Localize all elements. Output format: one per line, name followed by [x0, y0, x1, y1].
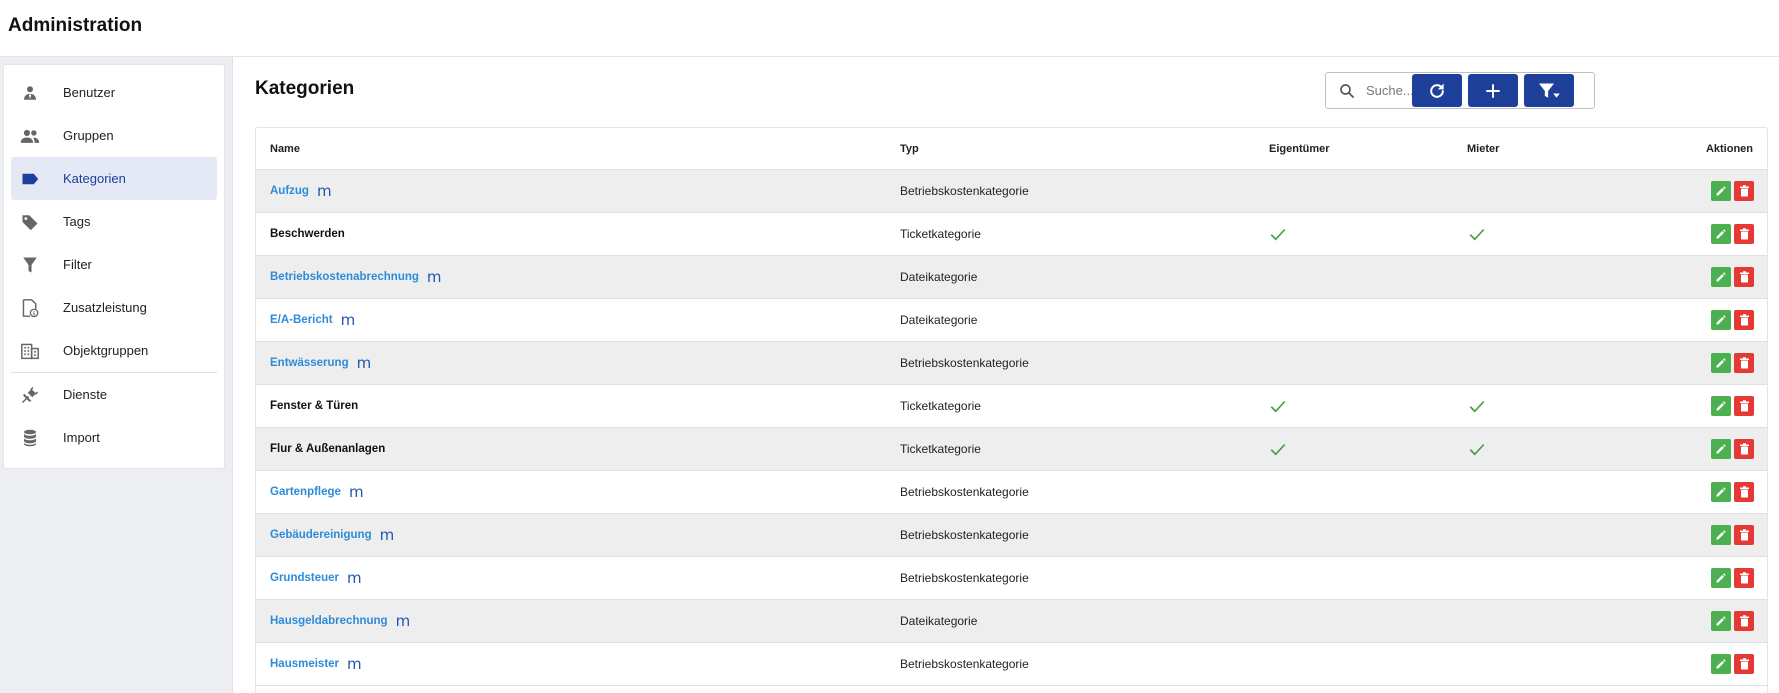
- delete-button[interactable]: [1734, 224, 1754, 244]
- cell-eigentuemer: [1269, 213, 1287, 255]
- edit-button[interactable]: [1711, 439, 1731, 459]
- category-type: Ticketkategorie: [900, 399, 981, 413]
- delete-button[interactable]: [1734, 568, 1754, 588]
- cell-mieter: [1468, 213, 1486, 255]
- sidebar-item-import[interactable]: [11, 416, 217, 459]
- edit-button[interactable]: [1711, 310, 1731, 330]
- check-icon: [1468, 225, 1486, 243]
- cell-typ: [900, 600, 977, 642]
- cell-eigentuemer: [1269, 428, 1287, 470]
- cell-name: [270, 557, 362, 599]
- cell-actions: [1711, 643, 1754, 685]
- trash-icon: [1739, 357, 1750, 369]
- pencil-icon: [1715, 185, 1727, 197]
- filter-icon: [20, 255, 40, 275]
- edit-button[interactable]: [1711, 654, 1731, 674]
- cell-typ: [900, 428, 981, 470]
- cell-typ: [900, 299, 977, 341]
- edit-button[interactable]: [1711, 482, 1731, 502]
- table-row: [256, 170, 1767, 213]
- cell-name: [270, 213, 345, 255]
- pencil-icon: [1715, 443, 1727, 455]
- sidebar-item-label: Zusatzleistung: [63, 300, 147, 315]
- cell-typ: [900, 557, 1029, 599]
- category-name: Flur & Außenanlagen: [270, 443, 386, 455]
- category-name: Beschwerden: [270, 228, 345, 240]
- category-link[interactable]: Hausgeldabrechnung: [270, 615, 388, 627]
- cell-name: [270, 514, 394, 556]
- category-name: Fenster & Türen: [270, 400, 359, 412]
- m-logo-icon: m: [426, 267, 442, 286]
- column-header-mieter[interactable]: Mieter: [1467, 143, 1500, 155]
- trash-icon: [1739, 185, 1750, 197]
- filter-dropdown-icon: [1537, 81, 1561, 101]
- sidebar: [3, 64, 225, 469]
- cell-actions: [1711, 600, 1754, 642]
- category-link[interactable]: Grundsteuer: [270, 572, 340, 584]
- m-logo-icon: m: [356, 353, 372, 372]
- delete-button[interactable]: [1734, 611, 1754, 631]
- cell-typ: [900, 342, 1029, 384]
- edit-button[interactable]: [1711, 568, 1731, 588]
- delete-button[interactable]: [1734, 267, 1754, 287]
- table-row: [256, 342, 1767, 385]
- cell-typ: [900, 213, 981, 255]
- cell-actions: [1711, 385, 1754, 427]
- cell-name: [270, 385, 358, 427]
- trash-icon: [1739, 572, 1750, 584]
- delete-button[interactable]: [1734, 353, 1754, 373]
- trash-icon: [1739, 486, 1750, 498]
- cell-actions: [1711, 514, 1754, 556]
- m-logo-icon: m: [347, 568, 362, 587]
- sidebar-item-dienste[interactable]: [11, 373, 217, 416]
- m-logo-icon: m: [348, 482, 364, 501]
- cell-name: [270, 643, 362, 685]
- edit-button[interactable]: [1711, 396, 1731, 416]
- edit-button[interactable]: [1711, 181, 1731, 201]
- filter-dropdown-button[interactable]: [1524, 74, 1574, 107]
- delete-button[interactable]: [1734, 654, 1754, 674]
- check-icon: [1269, 397, 1287, 415]
- label-icon: [20, 169, 40, 189]
- check-icon: [1468, 440, 1486, 458]
- category-link[interactable]: Hausmeister: [270, 658, 340, 670]
- sidebar-item-label: Objektgruppen: [63, 343, 149, 358]
- categories-table: [255, 127, 1768, 693]
- table-row: [256, 600, 1767, 643]
- table-row: [256, 471, 1767, 514]
- cell-actions: [1711, 428, 1754, 470]
- m-logo-icon: m: [395, 611, 411, 630]
- cell-actions: [1711, 256, 1754, 298]
- category-type: Betriebskostenkategorie: [900, 485, 1029, 499]
- m-logo-icon: m: [347, 654, 362, 673]
- user-tie-icon: [20, 83, 40, 103]
- plus-icon: [1484, 82, 1502, 100]
- delete-button[interactable]: [1734, 439, 1754, 459]
- trash-icon: [1739, 615, 1750, 627]
- cell-actions: [1711, 170, 1754, 212]
- category-link[interactable]: Gartenpflege: [270, 486, 341, 498]
- delete-button[interactable]: [1734, 396, 1754, 416]
- sidebar-item-gruppen[interactable]: [11, 114, 217, 157]
- sidebar-item-label: Kategorien: [63, 171, 126, 186]
- table-header: [256, 128, 1767, 170]
- cell-actions: [1711, 471, 1754, 513]
- delete-button[interactable]: [1734, 310, 1754, 330]
- column-header-name[interactable]: Name: [270, 143, 300, 155]
- category-link[interactable]: Aufzug: [270, 185, 309, 197]
- pencil-icon: [1715, 271, 1727, 283]
- sidebar-item-benutzer[interactable]: [11, 71, 217, 114]
- trash-icon: [1739, 228, 1750, 240]
- cell-actions: [1711, 342, 1754, 384]
- cell-typ: [900, 170, 1029, 212]
- cell-name: [270, 256, 442, 298]
- edit-button[interactable]: [1711, 224, 1731, 244]
- category-type: Betriebskostenkategorie: [900, 184, 1029, 198]
- add-button[interactable]: [1468, 74, 1518, 107]
- category-link[interactable]: Betriebskostenabrechnung: [270, 271, 419, 283]
- delete-button[interactable]: [1734, 181, 1754, 201]
- pencil-icon: [1715, 529, 1727, 541]
- table-row: [256, 643, 1767, 686]
- trash-icon: [1739, 658, 1750, 670]
- cell-name: [270, 471, 364, 513]
- sidebar-item-tags[interactable]: [11, 200, 217, 243]
- sidebar-item-label: Import: [63, 430, 100, 445]
- category-type: Ticketkategorie: [900, 442, 981, 456]
- users-icon: [20, 126, 40, 146]
- sidebar-item-label: Filter: [63, 257, 92, 272]
- category-type: Betriebskostenkategorie: [900, 356, 1029, 370]
- delete-button[interactable]: [1734, 482, 1754, 502]
- m-logo-icon: m: [340, 310, 356, 329]
- table-row: [256, 385, 1767, 428]
- cell-actions: [1711, 213, 1754, 255]
- trash-icon: [1739, 529, 1750, 541]
- sidebar-item-label: Gruppen: [63, 128, 114, 143]
- category-type: Betriebskostenkategorie: [900, 657, 1029, 671]
- svg-text:$: $: [32, 310, 36, 317]
- edit-button[interactable]: [1711, 353, 1731, 373]
- trash-icon: [1739, 271, 1750, 283]
- edit-button[interactable]: [1711, 611, 1731, 631]
- cell-mieter: [1468, 428, 1486, 470]
- category-type: Dateikategorie: [900, 313, 978, 327]
- cell-name: [270, 299, 355, 341]
- pencil-icon: [1715, 357, 1727, 369]
- check-icon: [1269, 440, 1287, 458]
- column-header-typ[interactable]: Typ: [900, 143, 919, 155]
- database-icon: [20, 428, 40, 448]
- table-row: [256, 428, 1767, 471]
- trash-icon: [1739, 400, 1750, 412]
- page-title: Kategorien: [255, 78, 355, 99]
- cell-actions: [1711, 557, 1754, 599]
- pencil-icon: [1715, 228, 1727, 240]
- cell-mieter: [1468, 385, 1486, 427]
- app-title: Administration: [8, 15, 143, 36]
- category-link[interactable]: Entwässerung: [270, 357, 349, 369]
- check-icon: [1269, 225, 1287, 243]
- sidebar-item-zusatzleistung[interactable]: [11, 286, 217, 329]
- m-logo-icon: m: [379, 525, 395, 544]
- table-body: [256, 170, 1767, 686]
- main-content: [234, 57, 1779, 693]
- table-row: [256, 514, 1767, 557]
- pencil-icon: [1715, 572, 1727, 584]
- category-type: Dateikategorie: [900, 614, 978, 628]
- cell-typ: [900, 256, 977, 298]
- edit-button[interactable]: [1711, 267, 1731, 287]
- cell-typ: [900, 514, 1029, 556]
- delete-button[interactable]: [1734, 525, 1754, 545]
- column-header-eigentuemer[interactable]: Eigentümer: [1269, 143, 1330, 155]
- sidebar-item-kategorien[interactable]: [11, 157, 217, 200]
- building-icon: [20, 341, 40, 361]
- refresh-button[interactable]: [1412, 74, 1462, 107]
- check-icon: [1468, 397, 1486, 415]
- table-row: [256, 557, 1767, 600]
- category-type: Betriebskostenkategorie: [900, 528, 1029, 542]
- top-bar: [0, 0, 1779, 57]
- table-row: [256, 299, 1767, 342]
- refresh-icon: [1427, 81, 1447, 101]
- category-link[interactable]: E/A-Bericht: [270, 314, 333, 326]
- pencil-icon: [1715, 400, 1727, 412]
- table-row: [256, 213, 1767, 256]
- cell-typ: [900, 643, 1029, 685]
- column-header-aktionen: Aktionen: [1705, 143, 1753, 155]
- m-logo-icon: m: [316, 181, 332, 200]
- table-row: [256, 256, 1767, 299]
- cell-name: [270, 170, 332, 212]
- sidebar-item-label: Benutzer: [63, 85, 116, 100]
- cell-typ: [900, 385, 981, 427]
- trash-icon: [1739, 443, 1750, 455]
- plug-icon: [20, 385, 40, 405]
- sidebar-area: [0, 57, 233, 693]
- cell-name: [270, 600, 410, 642]
- cell-eigentuemer: [1269, 385, 1287, 427]
- category-type: Betriebskostenkategorie: [900, 571, 1029, 585]
- pencil-icon: [1715, 486, 1727, 498]
- sidebar-item-objektgruppen[interactable]: [11, 329, 217, 372]
- cell-typ: [900, 471, 1029, 513]
- category-type: Dateikategorie: [900, 270, 978, 284]
- cell-name: [270, 428, 385, 470]
- category-type: Ticketkategorie: [900, 227, 981, 241]
- edit-button[interactable]: [1711, 525, 1731, 545]
- category-link[interactable]: Gebäudereinigung: [270, 529, 372, 541]
- cell-actions: [1711, 299, 1754, 341]
- file-coin-icon: [20, 298, 40, 318]
- sidebar-item-filter[interactable]: [11, 243, 217, 286]
- trash-icon: [1739, 314, 1750, 326]
- pencil-icon: [1715, 314, 1727, 326]
- sidebar-item-label: Dienste: [63, 387, 108, 402]
- tag-icon: [20, 212, 40, 232]
- search-icon: [1338, 82, 1356, 100]
- cell-name: [270, 342, 371, 384]
- pencil-icon: [1715, 658, 1727, 670]
- pencil-icon: [1715, 615, 1727, 627]
- sidebar-item-label: Tags: [63, 214, 91, 229]
